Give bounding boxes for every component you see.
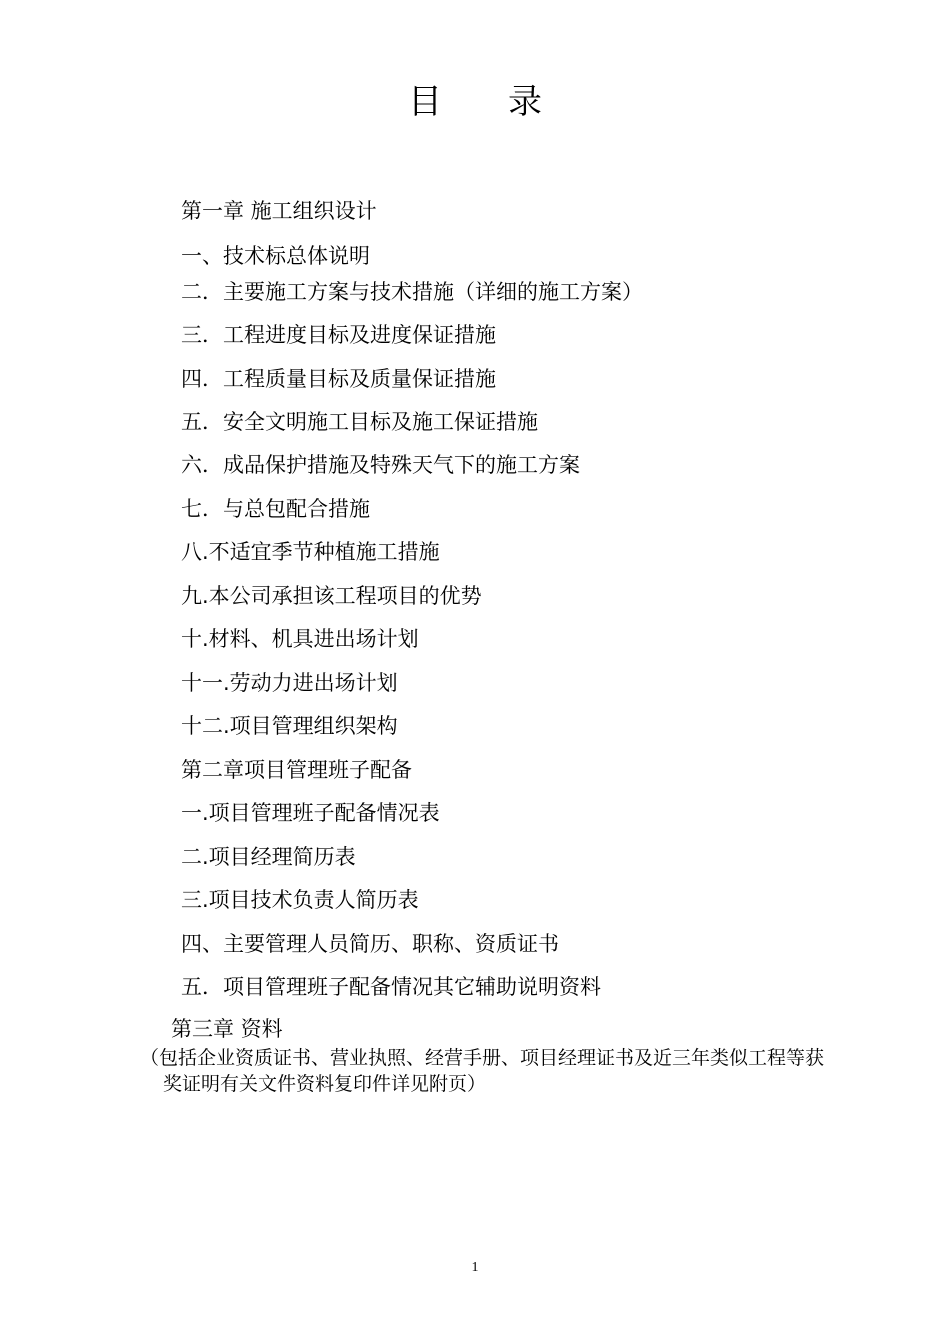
title-char-1: 目 bbox=[408, 82, 442, 122]
page-number: 1 bbox=[471, 1260, 479, 1275]
toc-item: 四、主要管理人员简历、职称、资质证书 bbox=[181, 932, 559, 956]
toc-item: 十二.项目管理组织架构 bbox=[181, 714, 398, 738]
toc-item: 第一章 施工组织设计 bbox=[181, 199, 377, 223]
toc-item: 四．工程质量目标及质量保证措施 bbox=[181, 367, 496, 391]
toc-item: 九.本公司承担该工程项目的优势 bbox=[181, 584, 482, 608]
toc-item: 二．主要施工方案与技术措施（详细的施工方案） bbox=[181, 280, 643, 304]
toc-item: 一、技术标总体说明 bbox=[181, 244, 370, 268]
toc-item: 六．成品保护措施及特殊天气下的施工方案 bbox=[181, 453, 580, 477]
chapter-3-heading: 第三章 资料 bbox=[171, 1017, 283, 1041]
note-line-1: （包括企业资质证书、营业执照、经营手册、项目经理证书及近三年类似工程等获 bbox=[140, 1047, 825, 1069]
toc-item: 二.项目经理简历表 bbox=[181, 845, 356, 869]
toc-item: 五．安全文明施工目标及施工保证措施 bbox=[181, 410, 538, 434]
page-title bbox=[0, 80, 950, 124]
toc-item: 一.项目管理班子配备情况表 bbox=[181, 801, 440, 825]
toc-item: 第二章项目管理班子配备 bbox=[181, 758, 412, 782]
toc-item: 七．与总包配合措施 bbox=[181, 497, 370, 521]
toc-item: 八.不适宜季节种植施工措施 bbox=[181, 540, 440, 564]
toc-item: 三.项目技术负责人简历表 bbox=[181, 888, 419, 912]
note-line-2: 奖证明有关文件资料复印件详见附页） bbox=[163, 1073, 487, 1095]
title-char-2: 录 bbox=[508, 82, 542, 122]
toc-item: 十.材料、机具进出场计划 bbox=[181, 627, 419, 651]
toc-item: 十一.劳动力进出场计划 bbox=[181, 671, 398, 695]
toc-item: 三．工程进度目标及进度保证措施 bbox=[181, 323, 496, 347]
toc-item: 五．项目管理班子配备情况其它辅助说明资料 bbox=[181, 975, 601, 999]
